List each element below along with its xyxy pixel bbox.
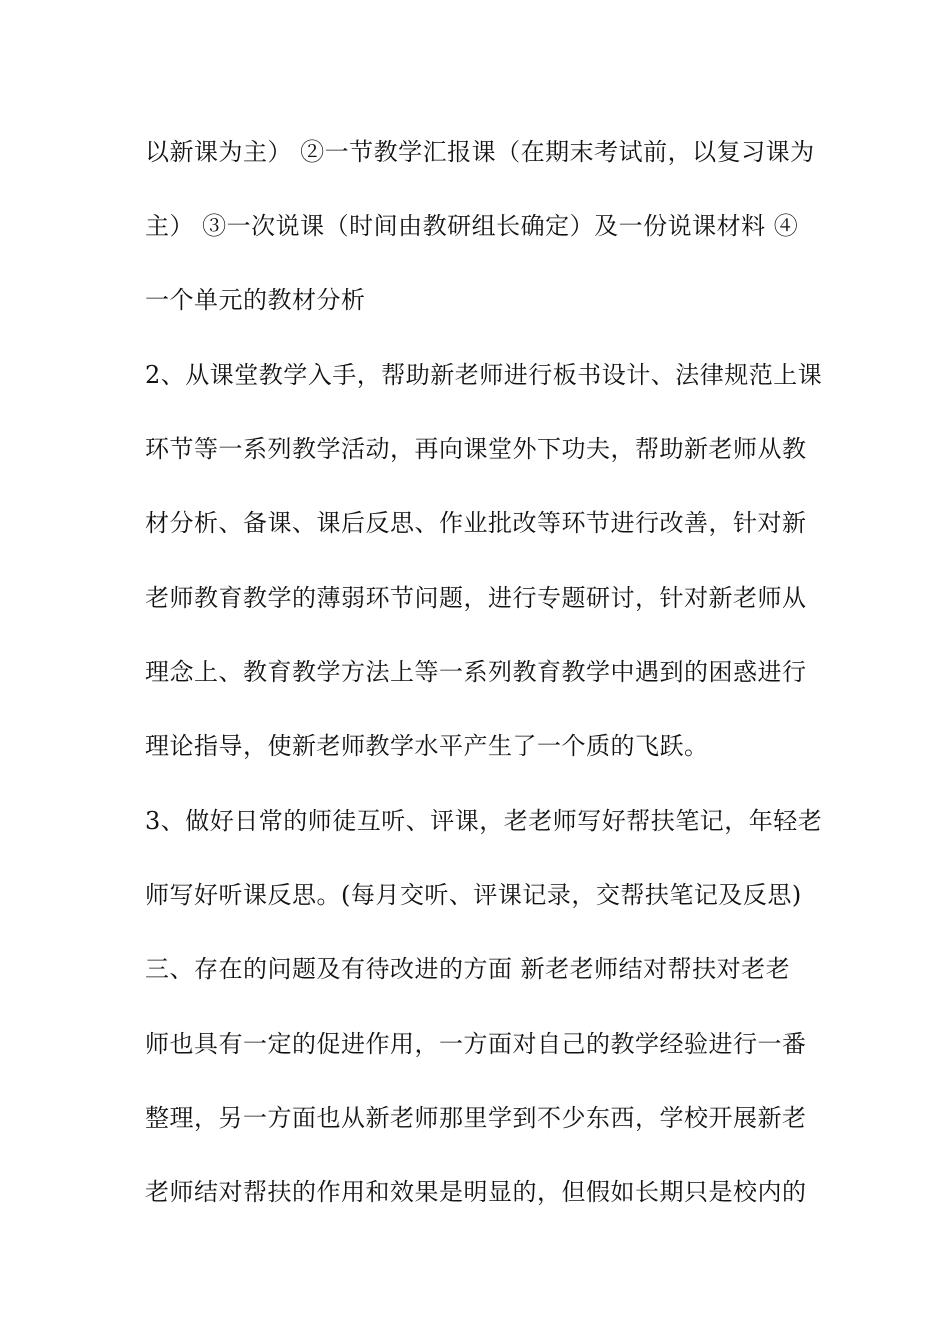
text-line-12: 三、存在的问题及有待改进的方面 新老老师结对帮扶对老老 (145, 955, 791, 983)
text-line-15: 老师结对帮扶的作用和效果是明显的，但假如长期只是校内的 (145, 1178, 807, 1206)
text-line-9: 理论指导，使新老师教学水平产生了一个质的飞跃。 (145, 732, 709, 760)
text-line-14: 整理，另一方面也从新老师那里学到不少东西，学校开展新老 (145, 1104, 807, 1132)
text-line-7: 老师教育教学的薄弱环节问题，进行专题研讨，针对新老师从 (145, 584, 807, 612)
text-line-11: 师写好听课反思。(每月交听、评课记录，交帮扶笔记及反思) (145, 881, 802, 909)
text-line-6: 材分析、备课、课后反思、作业批改等环节进行改善，针对新 (145, 509, 807, 537)
text-line-3: 一个单元的教材分析 (145, 286, 366, 314)
text-line-8: 理念上、教育教学方法上等一系列教育教学中遇到的困惑进行 (145, 658, 807, 686)
text-line-1: 以新课为主） ②一节教学汇报课（在期末考试前，以复习课为 (145, 138, 815, 166)
text-line-4: 2、从课堂教学入手，帮助新老师进行板书设计、法律规范上课 (145, 361, 823, 389)
text-line-13: 师也具有一定的促进作用，一方面对自己的教学经验进行一番 (145, 1030, 807, 1058)
text-line-10: 3、做好日常的师徒互听、评课，老老师写好帮扶笔记，年轻老 (145, 807, 823, 835)
text-line-2: 主） ③一次说课（时间由教研组长确定）及一份说课材料 ④ (145, 212, 799, 240)
text-line-5: 环节等一系列教学活动，再向课堂外下功夫，帮助新老师从教 (145, 435, 807, 463)
